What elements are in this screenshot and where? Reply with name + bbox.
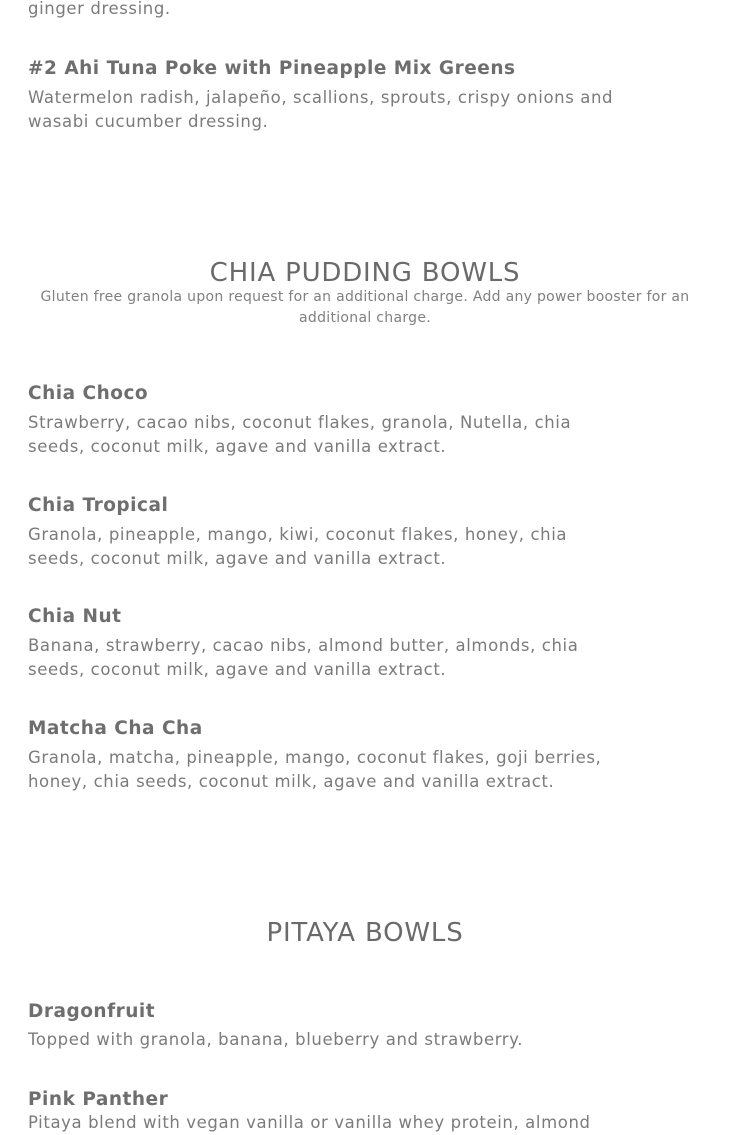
menu-item-description <box>28 86 613 133</box>
menu-item-description-line: Granola, matcha, pineapple, mango, coconut flakes, goji berries, <box>28 748 602 767</box>
menu-item-description-line: wasabi cucumber dressing. <box>28 111 269 131</box>
section-title-pitaya-bowls: PITAYA BOWLS <box>266 918 464 948</box>
section-title-chia-pudding-bowls: CHIA PUDDING BOWLS <box>209 258 521 288</box>
menu-item-description-line: seeds, coconut milk, agave and vanilla extract. <box>28 659 447 679</box>
menu-item-description-line: seeds, coconut milk, agave and vanilla extract. <box>28 548 447 568</box>
menu-item-description <box>28 523 567 570</box>
menu-item-title: Pink Panther <box>28 1089 169 1110</box>
menu-item-description-line: Granola, pineapple, mango, kiwi, coconut flakes, honey, chia <box>28 525 568 544</box>
menu-item-description <box>28 411 571 458</box>
menu-item-description-line: Pitaya blend with vegan vanilla or vanilla whey protein, almond <box>28 1113 591 1132</box>
menu-item-description-line: Topped with granola, banana, blueberry and strawberry. <box>28 1030 524 1049</box>
menu-item-title: Dragonfruit <box>28 1001 156 1022</box>
menu-item-description-line: Watermelon radish, jalapeño, scallions, sprouts, crispy onions and <box>28 88 614 107</box>
menu-item-title: Chia Choco <box>28 383 149 404</box>
section-subtitle: Gluten free granola upon request for an additional charge. Add any power booster for an additional charge. <box>40 289 690 326</box>
menu-item-description <box>28 1111 591 1135</box>
menu-item-title: Chia Nut <box>28 606 122 627</box>
menu-item-description-line: Banana, strawberry, cacao nibs, almond butter, almonds, chia <box>28 636 579 655</box>
menu-item-title: #2 Ahi Tuna Poke with Pineapple Mix Greens <box>28 58 516 79</box>
menu-item-description <box>28 746 601 793</box>
menu-item-title: Chia Tropical <box>28 495 169 516</box>
menu-item-description-line: Strawberry, cacao nibs, coconut flakes, granola, Nutella, chia <box>28 413 572 432</box>
menu-item-description-line: seeds, coconut milk, agave and vanilla extract. <box>28 436 447 456</box>
menu-item-description-line: honey, chia seeds, coconut milk, agave and vanilla extract. <box>28 771 555 791</box>
menu-item-description <box>28 634 578 681</box>
previous-item-description-fragment: ginger dressing. <box>28 0 171 18</box>
menu-item-title: Matcha Cha Cha <box>28 718 203 739</box>
menu-item-description <box>28 1028 523 1052</box>
